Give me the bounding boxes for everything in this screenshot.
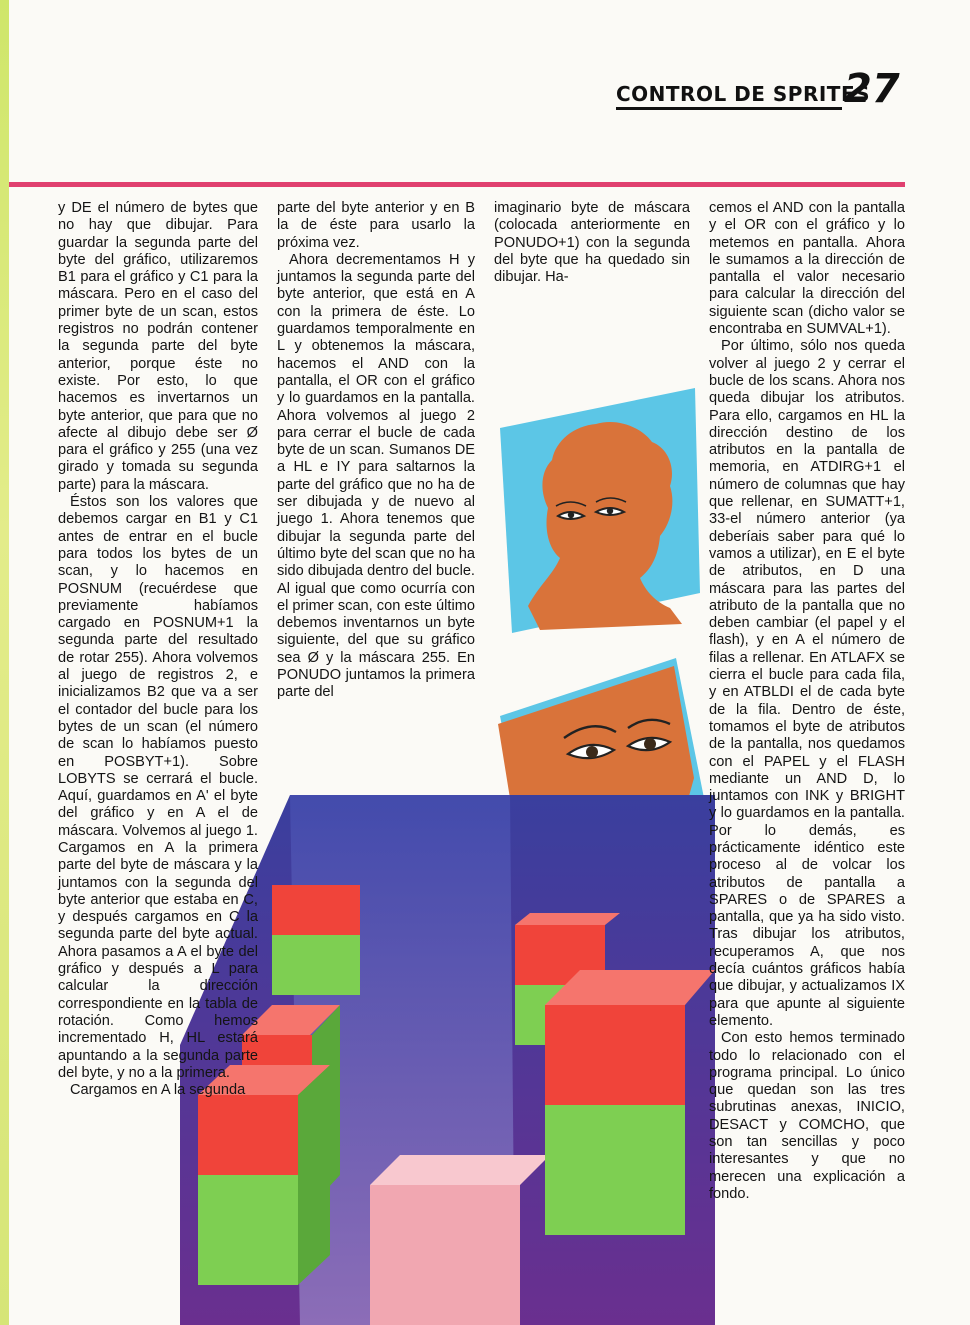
column-3-paragraph-1: imaginario byte de máscara (colocada anteriormente en PONUDO+1) con la segunda del byte que ha quedado sin dibujar. Ha-	[494, 200, 690, 286]
column-2-paragraph-2: Ahora decrementamos H y juntamos la segunda parte del byte anterior, que está en A con la primera de éste. Lo guardamos temporalmente en L y obtenemos la máscara, hacemos el AND con la pantalla, el OR con el gráfico y lo guardamos en la pantalla. Ahora volvemos al juego 2 para cerrar el bucle de cada byte de un scan. Sumanos DE a HL e IY para saltarnos la parte del gráfico que no ha de ser dibujada y de nuevo al juego 1. Ahora tenemos que dibujar la segunda parte del último byte del scan que no ha sido dibujada dentro del bucle. Al igual que como ocurría con el primer scan, con este último debemos inventarnos un byte siguiente, del que su gráfico sea Ø y la máscara 255. En PONUDO juntamos la primera parte del	[277, 251, 475, 701]
text-column-2	[277, 200, 475, 702]
column-1-paragraph-2: Éstos son los valores que debemos cargar en B1 y C1 antes de entrar en el bucle para todos los bytes de un scan, y lo hacemos en POSNUM (recuérdese que previamente habíamos cargado en POSNUM+1 la segunda parte del resultado de rotar 255). Ahora volvemos al juego de registros 2, e inicializamos B2 que va a ser el contador del bucle para los bytes de un scan (el número de scan lo habíamos puesto en POSBYT+1). Sobre LOBYTS se cerrará el bucle. Aquí, guardamos en A' el byte del gráfico y en A el de máscara. Volvemos al juego 1. Cargamos en A la primera parte del byte de máscara y la juntamos con la segunda del byte anterior que estaba en C, y después cargamos en C la segunda parte del byte actual. Ahora pasamos a A el byte del gráfico y después a L para calcular la dirección correspondiente en la tabla de rotación. Como hemos incrementado H, HL estará apuntando a la segunda parte del byte, y no a la primera.	[58, 494, 258, 1081]
column-1-paragraph-3: Cargamos en A la segunda	[70, 1082, 246, 1099]
page-header	[612, 66, 907, 112]
column-1-paragraph-1: y DE el número de bytes que no hay que dibujar. Para guardar la segunda parte del byte del gráfico, utilizaremos B1 para el gráfico y C1 para la máscara. Pero en el caso del primer byte de un scan, estos registros no podrán contener la segunda parte del byte anterior, porque éste no existe. Por esto, lo que hacemos es invertarnos un byte anterior, que para que no afecte al dibujo debe ser Ø para el gráfico y 255 (una vez girado y tomada su segunda parte) para la máscara.	[58, 200, 258, 493]
page-number: 27	[844, 66, 900, 112]
face-illustration-top	[500, 388, 700, 633]
header-underline	[616, 107, 842, 110]
column-2-paragraph-1: parte del byte anterior y en B la de éste para usarlo la próxima vez.	[277, 200, 475, 251]
text-column-1	[58, 200, 258, 1099]
column-4-paragraph-3: Con esto hemos terminado todo lo relacionado con el programa principal. Lo único que quedan son las tres subrutinas anexas, INICIO, DESACT y COMCHO, que son tan sencillas y poco interesantes y que no merecen una explicación a fondo.	[709, 1030, 905, 1202]
text-column-4	[709, 200, 905, 1203]
text-column-3	[494, 200, 690, 286]
column-4-paragraph-2: Por último, sólo nos queda volver al juego 2 y cerrar el bucle de los scans. Ahora nos queda dibujar los atributos. Para ello, cargamos en HL la dirección destino de los atributos en la pantalla de memoria, en ATDIRG+1 el número de columnas que hay que rellenar, en SUMATT+1, 33-el número anterior (ya deberíais saber para qué lo vamos a utilizar), en E el byte de atributos, en D una máscara para las partes del atributo de la pantalla que no deben cambiar (el papel y el flash), y en A el número de filas a rellenar. En ATLAFX se cierra el bucle para cada fila, y en ATBLDI el de cada byte de la fila. Dentro de éste, tomamos el byte de atributos de la pantalla, nos quedamos con el PAPEL y el FLASH mediante un AND D, lo juntamos con INK y BRIGHT y lo guardamos en la pantalla. Por lo demás, es prácticamente idéntico este proceso al de volcar los atributos de pantalla a SPARES o de SPARES a pantalla, que ya ha sido visto. Tras dibujar los atributos, recuperamos A, que nos decía cuántos gráficos había que dibujar, y actualizamos IX para que apunte al siguiente elemento.	[709, 338, 905, 1029]
column-4-paragraph-1: cemos el AND con la pantalla y el OR con el gráfico y lo metemos en pantalla. Ahora le sumamos a la dirección de pantalla el valor necesario para calcular la dirección del siguiente scan (dicho valor se encontraba en SUMVAL+1).	[709, 200, 905, 338]
accent-divider	[9, 182, 905, 187]
blocks-illustration	[180, 795, 715, 1325]
page-edge-strip	[0, 0, 9, 1325]
section-title: CONTROL DE SPRITES	[616, 82, 871, 106]
